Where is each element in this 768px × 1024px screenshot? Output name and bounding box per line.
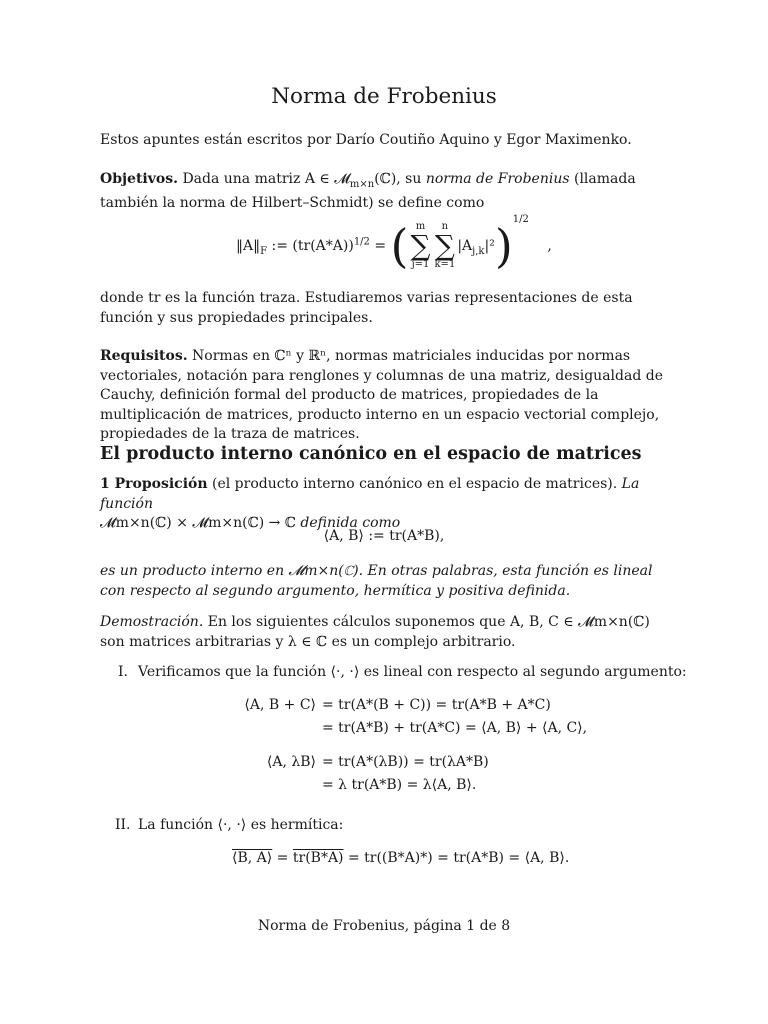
sum-j bbox=[411, 222, 431, 270]
left-paren: ( bbox=[390, 219, 409, 273]
eq-term-sub: j,k bbox=[472, 245, 485, 257]
hermitian-equals: = bbox=[272, 850, 293, 866]
objetivos-sub: m×n bbox=[349, 178, 375, 190]
item-1-number: I. bbox=[118, 664, 128, 680]
objetivos-label: Objetivos. bbox=[100, 171, 178, 187]
requisitos-text: Normas en ℂⁿ y ℝⁿ, normas matriciales inducidas por normas vectoriales, notación para renglones y columnas de una matriz, desigualdad de Cauchy, definición formal del producto de matrices, propiedades de la multiplicación de matrices, producto interno en un espacio vectorial complejo, propiedades de la traza de matrices. bbox=[100, 348, 663, 442]
sum-k-top: n bbox=[441, 221, 449, 232]
authors-line: Estos apuntes están escritos por Darío Coutiño Aquino y Egor Maximenko. bbox=[100, 132, 632, 148]
page-footer: Norma de Frobenius, página 1 de 8 bbox=[257, 918, 511, 934]
eq-exp: 1/2 bbox=[353, 236, 370, 248]
eq-term: |A bbox=[457, 238, 473, 254]
proposicion-italic-b: definida como bbox=[300, 515, 401, 531]
demostracion-paragraph bbox=[100, 613, 670, 652]
demostracion-label: Demostración. bbox=[100, 614, 204, 630]
eq2-lhs: ⟨A, λB⟩ bbox=[266, 754, 316, 770]
eq-lhs-sub: F bbox=[260, 245, 268, 257]
eq-comma: , bbox=[547, 238, 552, 254]
proposicion-paragraph bbox=[100, 475, 670, 534]
sum-k-bottom: k=1 bbox=[434, 259, 456, 270]
sigma-k: ∑ bbox=[434, 229, 455, 262]
proposicion-paren: (el producto interno canónico en el espacio de matrices). bbox=[212, 476, 618, 492]
eq1-rhs-line2: = tr(A*B) + tr(A*C) = ⟨A, B⟩ + ⟨A, C⟩, bbox=[322, 720, 588, 736]
item-2-text: La función ⟨·, ·⟩ es hermítica: bbox=[138, 817, 344, 833]
objetivos-italic: norma de Frobenius bbox=[425, 171, 570, 187]
requisitos-label: Requisitos. bbox=[100, 348, 188, 364]
eq-lhs: ‖A‖ bbox=[236, 238, 261, 254]
eq1-lhs: ⟨A, B + C⟩ bbox=[244, 697, 316, 713]
item-2-number: II. bbox=[115, 817, 131, 833]
section-title: El producto interno canónico en el espacio de matrices bbox=[100, 444, 642, 464]
hermitian-equation bbox=[232, 850, 569, 866]
sum-j-bottom: j=1 bbox=[411, 259, 430, 270]
right-paren: ) bbox=[494, 219, 513, 273]
after-equation-paragraph: donde tr es la función traza. Estudiaremos varias representaciones de esta función y sus propiedades principales. bbox=[100, 290, 633, 326]
sum-j-top: m bbox=[415, 221, 426, 232]
sigma-j: ∑ bbox=[410, 229, 431, 262]
page-title: Norma de Frobenius bbox=[271, 84, 497, 109]
sum-k bbox=[435, 222, 456, 270]
eq-outer-exp: 1/2 bbox=[512, 214, 529, 226]
proposicion-italic-a: La función bbox=[100, 476, 640, 512]
demostracion-text: En los siguientes cálculos suponemos que A, B, C ∈ 𝓜m×n(ℂ) son matrices arbitrarias y λ ∈ ℂ es un complejo arbitrario. bbox=[100, 614, 650, 650]
objetivos-paragraph bbox=[100, 170, 670, 214]
frobenius-equation bbox=[236, 214, 552, 273]
eq-mid: := (tr(A*A)) bbox=[267, 238, 354, 254]
proposicion-label: 1 Proposición bbox=[100, 476, 208, 492]
objetivos-text-c: (llamada también la norma de Hilbert–Schmidt) se define como bbox=[100, 171, 636, 212]
conj-trace: tr(B*A) bbox=[292, 850, 344, 866]
eq2-rhs-line1: = tr(A*(λB)) = tr(λA*B) bbox=[322, 754, 489, 770]
conj-b-a: ⟨B, A⟩ bbox=[232, 850, 273, 866]
requisitos-paragraph bbox=[100, 347, 670, 445]
eq2-rhs-line2: = λ tr(A*B) = λ⟨A, B⟩. bbox=[322, 777, 477, 793]
inner-product-equation: ⟨A, B⟩ := tr(A*B), bbox=[323, 528, 445, 544]
objetivos-text-a: Dada una matriz A ∈ 𝓜 bbox=[182, 171, 350, 187]
eq-term-end: |² bbox=[484, 238, 495, 254]
proposicion-conclusion: es un producto interno en 𝓜m×n(ℂ). En otras palabras, esta función es lineal con respecto al segundo argumento, hermítica y positiva definida. bbox=[100, 563, 653, 599]
hermitian-rest: = tr((B*A)*) = tr(A*B) = ⟨A, B⟩. bbox=[343, 850, 570, 866]
eq1-rhs-line1: = tr(A*(B + C)) = tr(A*B + A*C) bbox=[322, 697, 551, 713]
eq-equals: = bbox=[369, 238, 391, 254]
item-1-text: Verificamos que la función ⟨·, ·⟩ es lineal con respecto al segundo argumento: bbox=[138, 664, 687, 680]
objetivos-text-b: (ℂ), su bbox=[374, 171, 422, 187]
proposicion-line2: 𝓜m×n(ℂ) × 𝓜m×n(ℂ) → ℂ bbox=[100, 515, 296, 531]
